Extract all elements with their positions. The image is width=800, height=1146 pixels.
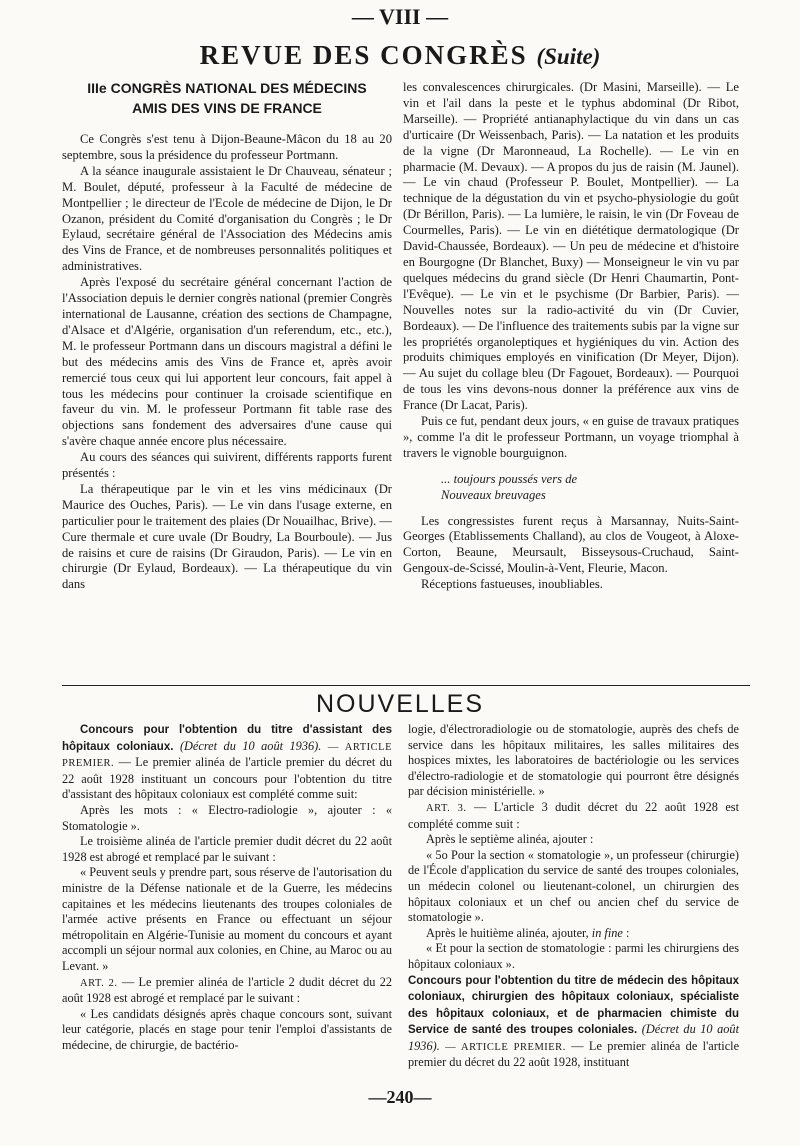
paragraph <box>408 973 739 1072</box>
text: — Le premier alinéa de l'article 2 dudit décret du 22 août 1928 est abrogé et remplacé par le suivant : <box>62 974 393 1006</box>
decree-date: (Décret du 10 août 1936). <box>408 1022 739 1053</box>
page-number-top: — VIII — <box>351 4 449 29</box>
paragraph: « Et pour la section de stomatologie : parmi les chirurgiens des hôpitaux coloniaux ». <box>408 941 739 971</box>
divider <box>62 685 750 686</box>
nouvelles-title: NOUVELLES <box>315 690 485 718</box>
paragraph: Réceptions fastueuses, inoubliables. <box>421 577 603 592</box>
section-title <box>0 40 800 71</box>
section-title-main: REVUE DES CONGRÈS <box>199 40 528 70</box>
text-italic: in fine <box>591 925 623 940</box>
paragraph: Les congressistes furent reçus à Marsannay, Nuits-Saint-Georges (Etablissements Challand), au clos de Vougeot, à Aloxe-Corton, Beaune, Meursault, Bisseysous-Cruchaud, Saint-Gengoux-de-Scissé, Moulin-à-Vent, Fleurie, Macon. <box>403 513 739 576</box>
paragraph: les convalescences chirurgicales. (Dr Masini, Marseille). — Le vin et l'ail dans la peste et le typhus abdominal (Dr Ribot, Marseille). — Propriété antianaphylactique du vin dans un cas d'urticaire (Dr Weissenbach, Paris). — La natation et les produits de la vigne (Dr Maronneaud, La Rochelle). — Le vin en pharmacie (M. Devaux). — A propos du jus de raisin (M. Jaunel). — Le vin chaud (Professeur P. Boulet, Montpellier). — La technique de la dégustation du vin et psycho-physiologie du goût (Dr Bérillon, Paris). — La lumière, le raisin, le vin (Dr Foveau de Courmelles, Paris). — Le vin en diététique dermatologique (Dr David-Chaussée, Bordeaux). — Un peu de médecine et d'histoire en Bourgogne (Dr Blanchet, Buxy) — Monseigneur le vin vu par quelques médecins du grand siècle (Dr Henri Chaumartin, Pont-l'Evêque). — Le vin et le psychisme (Dr Barbier, Paris). — Nouvelles notes sur la radio-activité du vin (Dr Cuvier, Bordeaux). — De l'influence des traitements subis par la vigne sur les propriétés organoleptiques et hygiéniques du vin. Action des produits chimiques employés en vinification (Dr Meyer, Dijon). — Au sujet du collage bleu (Dr Fagouet, Bordeaux). — Pourquoi de tous les vins devons-nous donner la préférence aux vins de France (Dr Lacat, Paris). <box>403 80 739 413</box>
paragraph <box>408 926 739 942</box>
article-label: — ARTICLE PREMIER. <box>445 1041 566 1053</box>
article-label: ART. 2. <box>80 977 118 989</box>
paragraph <box>62 722 392 803</box>
paragraph: Après le septième alinéa, ajouter : <box>426 832 594 847</box>
paragraph: « Les candidats désignés après chaque concours sont, suivant leur catégorie, placés en stage pour tenir l'emploi d'assistants de médecine, de chirurgie, de bactério- <box>62 1006 392 1052</box>
nouvelles-left-column <box>62 722 392 1053</box>
paragraph: « 5o Pour la section « stomatologie », un professeur (chirurgie) de l'École d'application du service de santé des troupes coloniales, un médecin colonel ou lieutenant-colonel, un chirurgien des hôpitaux coloniaux et un chef ou ancien chef du service de stomatologie ». <box>408 847 739 925</box>
nouvelles-right-column <box>408 722 739 1071</box>
paragraph: logie, d'électroradiologie ou de stomatologie, auprès des chefs de service dans les hôpitaux militaires, les salles militaires des hospices mixtes, les laboratoires de bactériologie ou les services d'électro-radiologie et de stomatologie qui pourront être désignés par décision ministérielle. » <box>408 722 739 799</box>
paragraph: Après l'exposé du secrétaire général concernant l'action de l'Association depuis le dernier congrès national (premier Congrès international de Lausanne, création des sections de Champagne, d'Alsace et d'Algérie, organisation d'un referendum, etc., etc.), M. le professeur Portmann dans un discours magistral a défini le but des médecins amis des Vins de France et, après avoir remercié tous ceux qui lui apportent leur concours, fait appel à tous les médecins pour continuer la croisade scientifique en faveur du vin. M. le professeur Portmann fit table rase des objections sans fondement des adversaires d'une cause qui s'avère chaque année encore plus nécessaire. <box>62 275 392 449</box>
article-heading: Concours pour l'obtention du titre de médecin des hôpitaux coloniaux, chirurgien des hôpitaux coloniaux, spécialiste des hôpitaux coloniaux, et de pharmacien chimiste du Service de santé des troupes coloniales. <box>408 974 739 1037</box>
paragraph: A la séance inaugurale assistaient le Dr Chauveau, sénateur ; M. Boulet, député, professeur à la Faculté de médecine de Montpellier ; le directeur de l'Ecole de médecine de Dijon, le Dr Ozanon, président du Comité d'organisation du Congrès ; le Dr Eylaud, secrétaire général de l'Association des Médecins amis des Vins de France, et de nombreuses personnalités politiques et administratives. <box>62 163 392 274</box>
article-label: — ARTICLE PREMIER. <box>62 741 392 770</box>
text: : <box>625 925 630 940</box>
paragraph: Ce Congrès s'est tenu à Dijon-Beaune-Mâcon du 18 au 20 septembre, sous la présidence du professeur Portmann. <box>62 132 392 162</box>
text: — Le premier alinéa de l'article premier du décret du 22 août 1928, instituant <box>408 1038 740 1070</box>
paragraph: Puis ce fut, pendant deux jours, « en guise de travaux pratiques », comme l'a dit le professeur Portmann, un voyage triomphal à travers le vignoble bourguignon. <box>403 414 739 460</box>
verse-quote <box>403 472 739 504</box>
congress-title <box>62 78 392 118</box>
paragraph <box>62 975 392 1007</box>
paragraph: « Peuvent seuls y prendre part, sous réserve de l'autorisation du ministre de la Défense nationale et de la Guerre, les médecins capitaines et les médecins lieutenants des troupes coloniales de l'armée active présents en France ou effectuant un séjour métropolitain en Algérie-Tunisie au moment du concours et ayant accompli un séjour normal aux colonies, en Chine, au Maroc ou au Levant. » <box>62 865 392 973</box>
paragraph: Au cours des séances qui suivirent, différents rapports furent présentés : <box>62 450 392 481</box>
text: Après le huitième alinéa, ajouter, <box>426 925 589 940</box>
congress-title-line2: AMIS DES VINS DE FRANCE <box>132 100 322 116</box>
text: — Le premier alinéa de l'article premier du décret du 22 août 1928 instituant un concours pour l'obtention du titre d'assistant des hôpitaux coloniaux est complété comme suit: <box>62 755 392 802</box>
verse-line: Nouveaux breuvages <box>441 487 546 502</box>
congress-left-column <box>62 78 392 593</box>
congress-title-line1: IIIe CONGRÈS NATIONAL DES MÉDECINS <box>87 80 367 96</box>
paragraph: Le troisième alinéa de l'article premier dudit décret du 22 août 1928 est abrogé et remplacé par le suivant : <box>62 834 392 864</box>
text: — L'article 3 dudit décret du 22 août 1928 est complété comme suit : <box>408 799 739 831</box>
page-number-bottom: —240— <box>368 1087 432 1107</box>
article-label: ART. 3. <box>426 802 467 814</box>
section-title-suite: (Suite) <box>536 44 601 69</box>
paragraph: La thérapeutique par le vin et les vins médicinaux (Dr Maurice des Ouches, Paris). — Le vin dans l'usage externe, en particulier pour le traitement des plaies (Dr Nouailhac, Brive). — Cure thermale et cure uvale (Dr Boudry, La Bourboule). — Jus de raisins et cure de raisins (Dr Giraudon, Paris). — Le vin en chirurgie (Dr Eylaud, Bordeaux). — La thérapeutique du vin dans <box>62 481 392 592</box>
article-heading: Concours pour l'obtention du titre d'assistant des hôpitaux coloniaux. <box>62 724 392 753</box>
congress-right-column <box>403 80 739 593</box>
decree-date: (Décret du 10 août 1936). <box>179 738 322 753</box>
verse-line: ... toujours poussés vers de <box>441 471 578 486</box>
paragraph <box>408 800 739 832</box>
paragraph: Après les mots : « Electro-radiologie », ajouter : « Stomatologie ». <box>62 802 392 833</box>
